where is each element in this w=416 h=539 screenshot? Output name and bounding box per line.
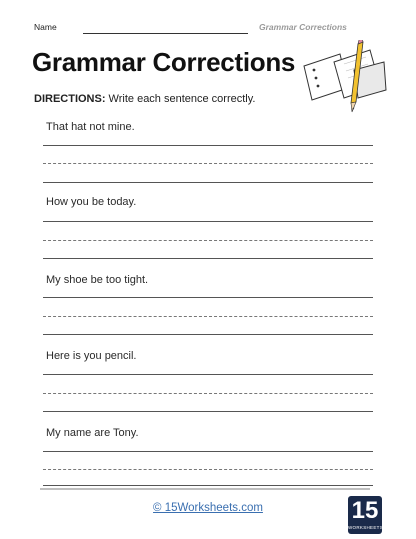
papers-pencil-illustration (300, 40, 388, 118)
directions-label: DIRECTIONS: (34, 93, 106, 105)
answer-line-dashed (43, 240, 373, 241)
answer-line-dashed (43, 163, 373, 164)
logo-number: 15 (351, 497, 379, 524)
answer-line-solid[interactable] (43, 334, 373, 335)
site-logo[interactable] (348, 496, 382, 534)
directions-text: Write each sentence correctly. (105, 93, 256, 105)
answer-line-solid[interactable] (43, 485, 373, 486)
answer-line-solid[interactable] (43, 145, 373, 146)
directions (34, 93, 256, 105)
sentence-prompt-3: My shoe be too tight. (46, 274, 149, 286)
footer-divider (40, 488, 370, 490)
sentence-prompt-5: My name are Tony. (46, 427, 139, 439)
sentence-prompt-4: Here is you pencil. (46, 350, 137, 362)
header-row (34, 20, 380, 36)
answer-line-solid[interactable] (43, 182, 373, 183)
copyright-link[interactable]: © 15Worksheets.com (153, 502, 263, 514)
sentence-prompt-1: That hat not mine. (46, 121, 135, 133)
answer-line-solid[interactable] (43, 221, 373, 222)
answer-line-dashed (43, 469, 373, 470)
answer-line-solid[interactable] (43, 374, 373, 375)
answer-line-solid[interactable] (43, 411, 373, 412)
answer-line-dashed (43, 316, 373, 317)
name-label: Name (34, 22, 57, 32)
header-title: Grammar Corrections (259, 22, 347, 32)
logo-text: WORKSHEETS (348, 525, 384, 530)
answer-line-solid[interactable] (43, 451, 373, 452)
answer-line-dashed (43, 393, 373, 394)
name-field-line[interactable] (83, 33, 248, 34)
page-title: Grammar Corrections (32, 47, 296, 77)
answer-line-solid[interactable] (43, 297, 373, 298)
answer-line-solid[interactable] (43, 258, 373, 259)
sentence-prompt-2: How you be today. (46, 196, 137, 208)
